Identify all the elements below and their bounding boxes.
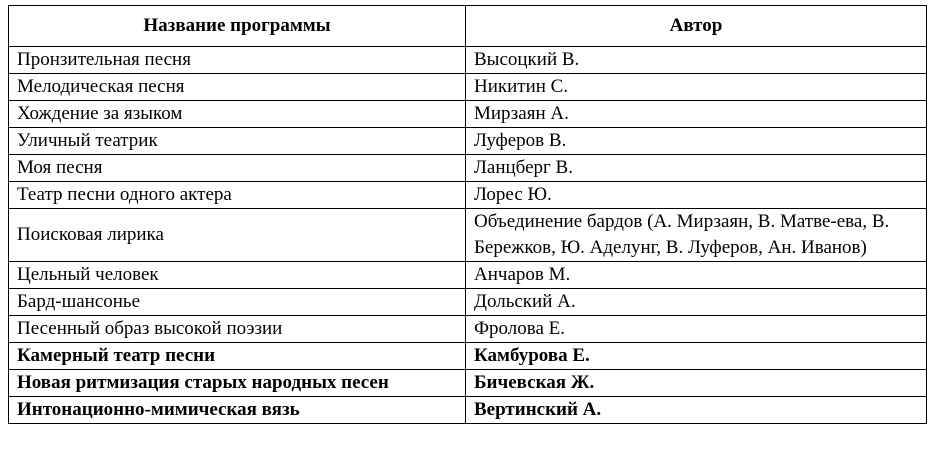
author-cell: Дольский А. — [466, 289, 927, 316]
table-row — [9, 370, 927, 397]
table-row — [9, 74, 927, 101]
program-name-cell: Мелодическая песня — [9, 74, 466, 101]
table-row — [9, 182, 927, 209]
table-row — [9, 397, 927, 424]
program-name-cell: Уличный театрик — [9, 128, 466, 155]
author-cell: Мирзаян А. — [466, 101, 927, 128]
header-author: Автор — [466, 6, 927, 47]
program-name-cell: Цельный человек — [9, 262, 466, 289]
author-cell: Никитин С. — [466, 74, 927, 101]
table-row — [9, 47, 927, 74]
table-row — [9, 316, 927, 343]
table-row — [9, 155, 927, 182]
program-name-cell: Поисковая лирика — [9, 209, 466, 262]
programs-table — [8, 5, 927, 424]
program-name-cell: Песенный образ высокой поэзии — [9, 316, 466, 343]
author-cell: Бичевская Ж. — [466, 370, 927, 397]
table-row — [9, 343, 927, 370]
table-row — [9, 128, 927, 155]
program-name-cell: Театр песни одного актера — [9, 182, 466, 209]
author-cell: Лорес Ю. — [466, 182, 927, 209]
program-name-cell: Бард-шансонье — [9, 289, 466, 316]
program-name-cell: Новая ритмизация старых народных песен — [9, 370, 466, 397]
author-cell: Ланцберг В. — [466, 155, 927, 182]
author-cell: Анчаров М. — [466, 262, 927, 289]
table-row — [9, 289, 927, 316]
table-row — [9, 262, 927, 289]
author-cell: Фролова Е. — [466, 316, 927, 343]
program-name-cell: Моя песня — [9, 155, 466, 182]
header-row — [9, 6, 927, 47]
program-name-cell: Пронзительная песня — [9, 47, 466, 74]
table-row — [9, 101, 927, 128]
table-row — [9, 209, 927, 262]
author-cell: Вертинский А. — [466, 397, 927, 424]
author-cell: Луферов В. — [466, 128, 927, 155]
author-cell: Высоцкий В. — [466, 47, 927, 74]
header-program-name: Название программы — [9, 6, 466, 47]
program-name-cell: Интонационно-мимическая вязь — [9, 397, 466, 424]
author-cell: Объединение бардов (А. Мирзаян, В. Матве-ева, В. Бережков, Ю. Аделунг, В. Луферов, Ан. Иванов) — [466, 209, 927, 262]
program-name-cell: Хождение за языком — [9, 101, 466, 128]
author-cell: Камбурова Е. — [466, 343, 927, 370]
program-name-cell: Камерный театр песни — [9, 343, 466, 370]
